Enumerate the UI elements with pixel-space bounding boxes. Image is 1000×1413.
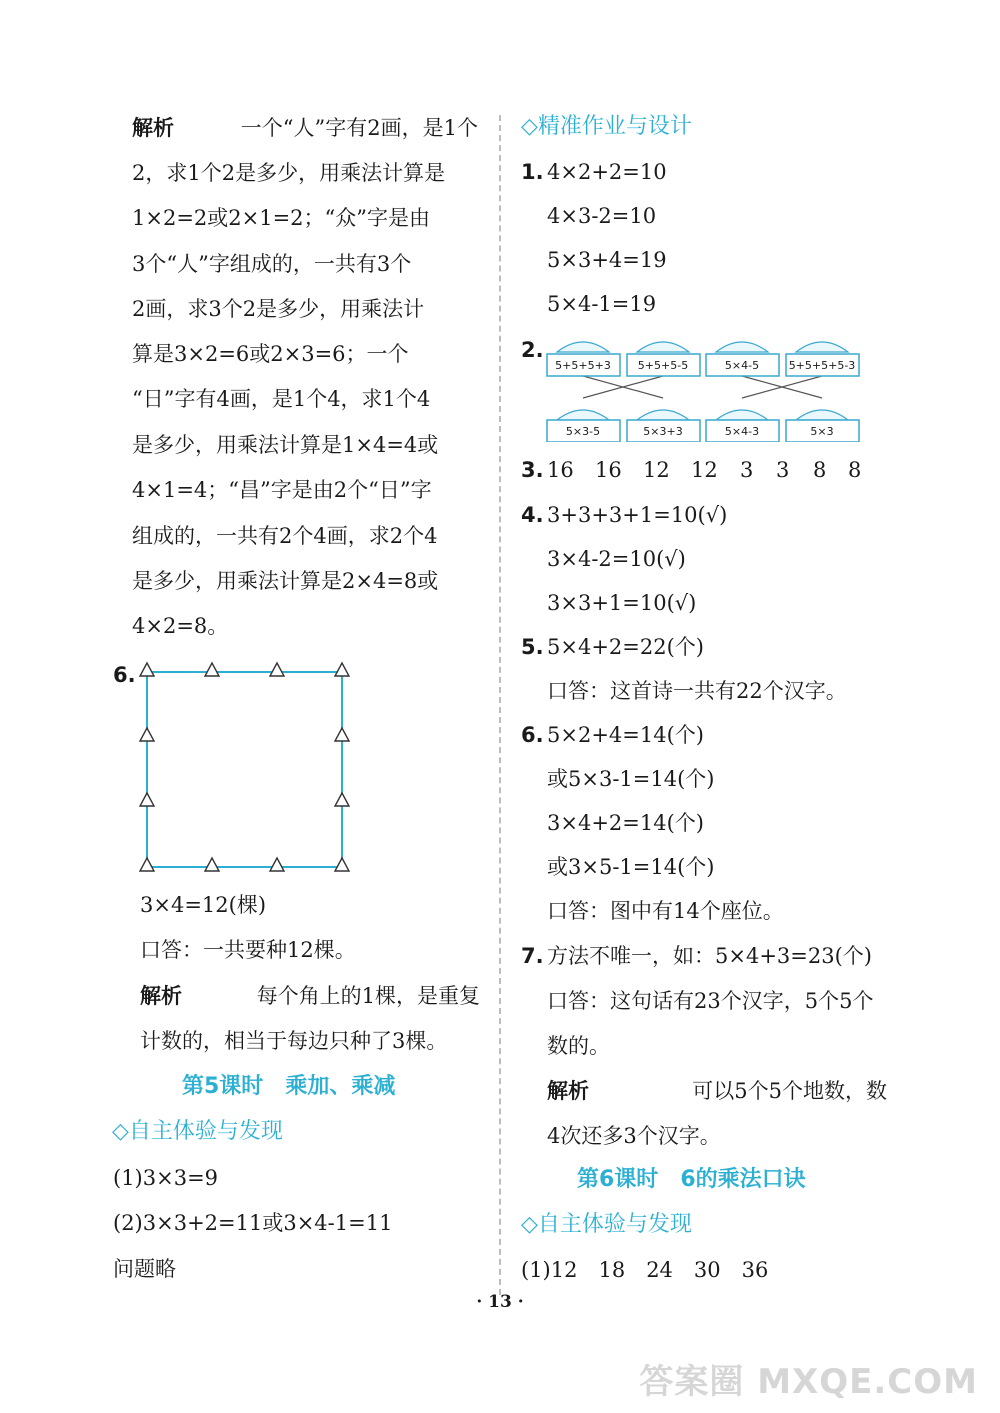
q7-analysis-line-2: 4次还多3个汉字。 (547, 1124, 721, 1148)
expression-label: 5+5+5+5-3 (788, 359, 856, 372)
tree-triangle-icon (205, 663, 219, 676)
lesson-5-subtitle: 乘加、乘减 (285, 1074, 396, 1099)
q5-line-1: 5×4+2=22(个) (547, 635, 704, 659)
analysis-label: 解析 (140, 984, 182, 1008)
caterpillar-icon (637, 410, 689, 420)
lesson-6-heading (577, 1165, 806, 1195)
caterpillar-icon (796, 342, 848, 352)
self-line-3: 问题略 (113, 1257, 176, 1281)
lesson-6-title: 第6课时 (577, 1167, 659, 1192)
analysis-text: 可以5个5个地数，数 (692, 1079, 887, 1103)
tree-triangle-icon (335, 663, 349, 676)
caterpillar-icon (716, 342, 768, 352)
analysis-label: 解析 (132, 116, 174, 140)
analysis-line-3: 1×2=2或2×1=2；“众”字是由 (132, 206, 431, 230)
q3-value: 16 (595, 458, 622, 482)
watermark-logo: 答案圈 MXQE.COM (639, 1362, 978, 1402)
tree-triangle-icon (335, 858, 349, 871)
analysis-line-4: 3个“人”字组成的，一共有3个 (132, 252, 412, 276)
tree-triangle-icon (140, 858, 154, 871)
q6-equation: 3×4=12(棵) (140, 893, 267, 917)
q7-line-1: 方法不唯一，如：5×4+3=23(个) (547, 944, 872, 968)
q1-line-1: 4×2+2=10 (547, 160, 667, 184)
q7-line-3: 数的。 (547, 1034, 610, 1058)
q4-line-3: 3×3+1=10(√) (547, 591, 697, 615)
tree-triangle-icon (335, 728, 349, 741)
q7-analysis-line-1 (547, 1076, 887, 1106)
question-number-3: 3. (521, 458, 544, 482)
expression-label: 5×3-5 (565, 425, 601, 438)
q6r-line-4: 或3×5-1=14(个) (547, 855, 715, 879)
expression-label: 5×3+3 (643, 425, 683, 438)
q3-value: 8 (848, 458, 862, 482)
q1-line-2: 4×3-2=10 (547, 204, 657, 228)
q3-value: 12 (691, 458, 718, 482)
analysis-line-6: 算是3×2=6或2×3=6；一个 (132, 342, 409, 366)
tree-square-diagram (130, 655, 360, 877)
question-number-2: 2. (521, 338, 544, 362)
caterpillar-icon (637, 342, 689, 352)
analysis-line-7: “日”字有4画，是1个4，求1个4 (132, 387, 431, 411)
analysis-line-10: 组成的，一共有2个4画，求2个4 (132, 524, 438, 548)
q1-line-4: 5×4-1=19 (547, 292, 657, 316)
lesson-6-subtitle: 6的乘法口诀 (680, 1167, 806, 1192)
lesson-5-heading (182, 1072, 395, 1102)
expression-label: 5×4-5 (724, 359, 760, 372)
q1-line-3: 5×3+4=19 (547, 248, 667, 272)
q6-analysis-line-1 (140, 981, 480, 1011)
square-outline (147, 672, 342, 867)
question-number-7: 7. (521, 944, 544, 968)
self-line-1: (1)3×3=9 (113, 1166, 219, 1190)
q6r-line-5: 口答：图中有14个座位。 (547, 899, 784, 923)
q6r-line-2: 或5×3-1=14(个) (547, 767, 715, 791)
self-line-right: (1)12 18 24 30 36 (521, 1258, 769, 1282)
expression-label: 5+5+5+3 (555, 359, 611, 372)
self-line-2: (2)3×3+2=11或3×4-1=11 (113, 1211, 393, 1235)
expression-label: 5+5+5-5 (637, 359, 689, 372)
q6-analysis-line-2: 计数的，相当于每边只种了3棵。 (140, 1029, 448, 1053)
q3-value: 16 (547, 458, 574, 482)
q6-answer: 口答：一共要种12棵。 (140, 938, 356, 962)
tree-triangle-icon (270, 858, 284, 871)
question-number-4: 4. (521, 503, 544, 527)
q6r-line-3: 3×4+2=14(个) (547, 811, 704, 835)
section-precise-homework: ◇精准作业与设计 (521, 114, 692, 139)
q3-value: 3 (740, 458, 754, 482)
q7-line-2: 口答：这句话有23个汉字，5个5个 (547, 989, 874, 1013)
analysis-line-2: 2，求1个2是多少，用乘法计算是 (132, 161, 446, 185)
section-self-experience: ◇自主体验与发现 (112, 1119, 283, 1144)
question-number-1: 1. (521, 160, 544, 184)
analysis-text: 每个角上的1棵，是重复 (256, 984, 480, 1008)
q6r-line-1: 5×2+4=14(个) (547, 723, 704, 747)
q3-value: 12 (643, 458, 670, 482)
analysis-line-12: 4×2=8。 (132, 614, 229, 638)
analysis-line-8: 是多少，用乘法计算是1×4=4或 (132, 433, 439, 457)
tree-triangle-icon (140, 728, 154, 741)
section-self-experience-right: ◇自主体验与发现 (521, 1212, 692, 1237)
column-divider (499, 115, 501, 1295)
analysis-text: 一个“人”字有2画，是1个 (240, 116, 478, 140)
page-number: · 13 · (476, 1292, 524, 1312)
tree-triangle-icon (140, 663, 154, 676)
caterpillar-icon (557, 342, 609, 352)
q3-value: 8 (813, 458, 827, 482)
tree-triangle-icon (335, 793, 349, 806)
caterpillar-icon (796, 410, 848, 420)
lesson-5-title: 第5课时 (182, 1074, 264, 1099)
caterpillar-icon (716, 410, 768, 420)
q4-line-1: 3+3+3+1=10(√) (547, 503, 728, 527)
expression-label: 5×4-3 (724, 425, 760, 438)
q3-value: 3 (776, 458, 790, 482)
analysis-line-9: 4×1=4；“昌”字是由2个“日”字 (132, 478, 432, 502)
tree-triangle-icon (270, 663, 284, 676)
q5-line-2: 口答：这首诗一共有22个汉字。 (547, 679, 847, 703)
q4-line-2: 3×4-2=10(√) (547, 547, 686, 571)
question-number-6-right: 6. (521, 723, 544, 747)
tree-triangle-icon (205, 858, 219, 871)
question-number-5: 5. (521, 635, 544, 659)
caterpillar-icon (557, 410, 609, 420)
tree-triangle-icon (140, 793, 154, 806)
question-number-6: 6. (113, 663, 136, 687)
analysis-line-5: 2画，求3个2是多少，用乘法计 (132, 297, 425, 321)
analysis-label: 解析 (547, 1079, 589, 1103)
analysis-line-1 (132, 113, 478, 143)
analysis-line-11: 是多少，用乘法计算是2×4=8或 (132, 569, 439, 593)
caterpillar-matching-diagram (543, 330, 868, 442)
expression-label: 5×3 (810, 425, 834, 438)
